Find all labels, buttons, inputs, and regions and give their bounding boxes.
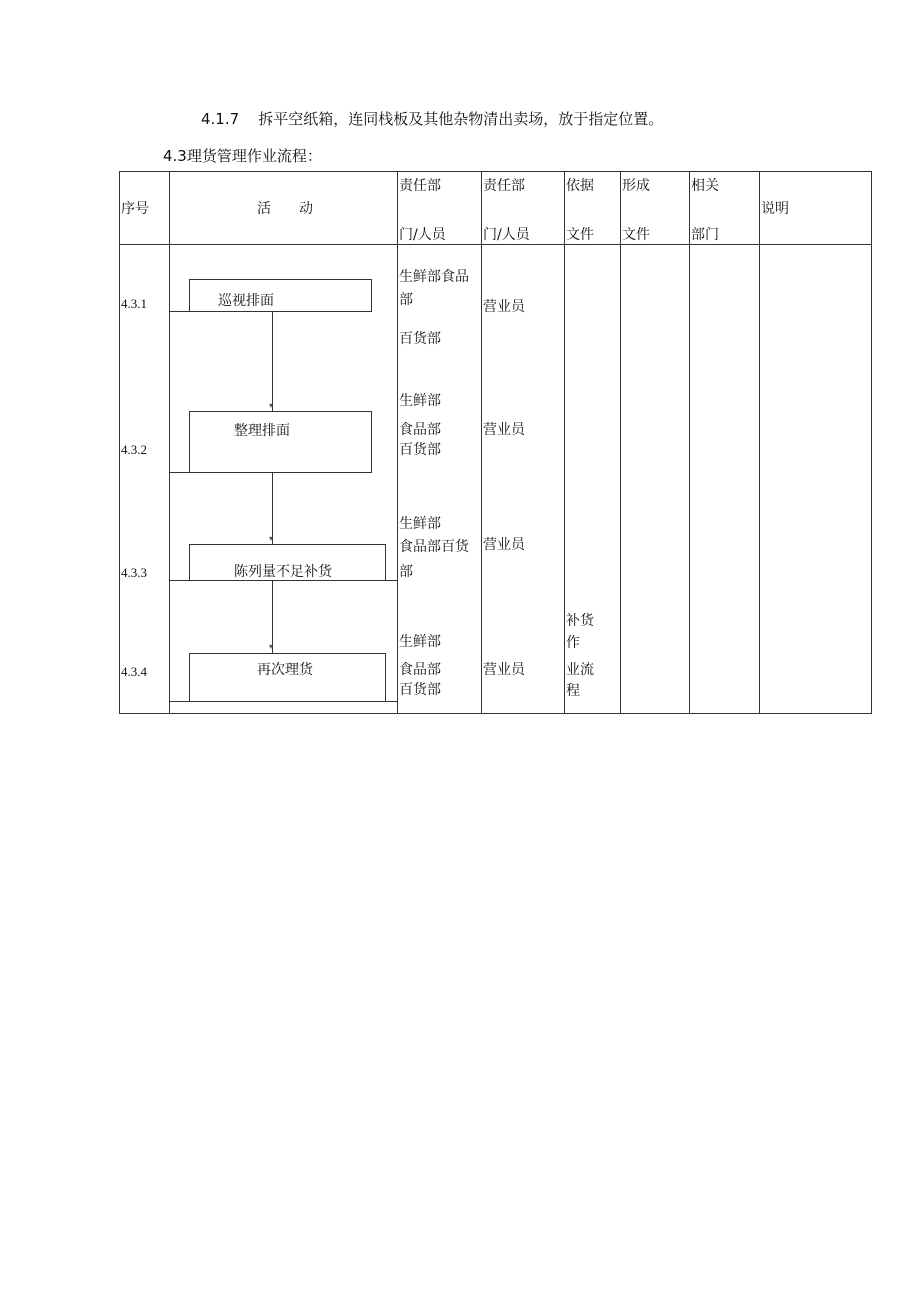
row-staff: 营业员	[483, 422, 525, 438]
row-dept-line: 百货部	[399, 442, 441, 458]
row-basis-line: 补货	[566, 613, 594, 629]
row-activity: 巡视排面	[218, 293, 274, 309]
row-seq: 4.3.2	[121, 442, 147, 457]
header-related-line2: 部门	[691, 227, 719, 243]
row-dept-line: 部	[399, 564, 413, 580]
row-staff: 营业员	[483, 537, 525, 553]
header-formed-line1: 形成	[622, 178, 650, 194]
header-resp-dept-1-line2: 门/人员	[399, 227, 446, 243]
row-dept-line: 生鲜部食品	[399, 269, 469, 285]
row-seq: 4.3.4	[121, 664, 147, 679]
header-related-line1: 相关	[691, 178, 719, 194]
row-dept-line: 食品部	[399, 422, 441, 438]
row-dept-line: 生鲜部	[399, 393, 441, 409]
row-basis-line: 作	[566, 635, 580, 651]
header-basis-line2: 文件	[566, 227, 594, 243]
row-activity: 再次理货	[257, 662, 313, 678]
section-title: 4.3理货管理作业流程：	[163, 147, 322, 165]
row-seq: 4.3.1	[121, 296, 147, 311]
paragraph-text: 拆平空纸箱，连同栈板及其他杂物清出卖场，放于指定位置。	[258, 110, 664, 128]
flow-step-box	[189, 279, 372, 312]
paragraph-4-1-7	[201, 108, 663, 129]
row-basis-line: 业流	[566, 662, 594, 678]
header-activity: 活 动	[257, 201, 313, 217]
header-seq: 序号	[121, 201, 149, 217]
arrow-down-icon: ▾	[269, 642, 274, 651]
row-activity: 整理排面	[234, 423, 290, 439]
row-dept-line: 生鲜部	[399, 634, 441, 650]
row-seq: 4.3.3	[121, 565, 147, 580]
row-staff: 营业员	[483, 299, 525, 315]
arrow-down-icon: ▾	[269, 401, 274, 410]
header-resp-dept-1-line1: 责任部	[399, 178, 441, 194]
header-resp-dept-2-line2: 门/人员	[483, 227, 530, 243]
row-dept-line: 食品部	[399, 662, 441, 678]
row-dept-line: 食品部百货	[399, 539, 469, 555]
header-basis-line1: 依据	[566, 178, 594, 194]
header-resp-dept-2-line1: 责任部	[483, 178, 525, 194]
row-dept-line: 百货部	[399, 682, 441, 698]
row-dept-line: 生鲜部	[399, 516, 441, 532]
row-dept-line: 部	[399, 292, 413, 308]
row-staff: 营业员	[483, 662, 525, 678]
header-formed-line2: 文件	[622, 227, 650, 243]
row-dept-line: 百货部	[399, 331, 441, 347]
row-basis-line: 程	[566, 683, 580, 699]
row-activity: 陈列量不足补货	[234, 564, 332, 580]
header-notes: 说明	[761, 201, 789, 217]
arrow-down-icon: ▾	[269, 534, 274, 543]
paragraph-number: 4.1.7	[201, 110, 240, 128]
